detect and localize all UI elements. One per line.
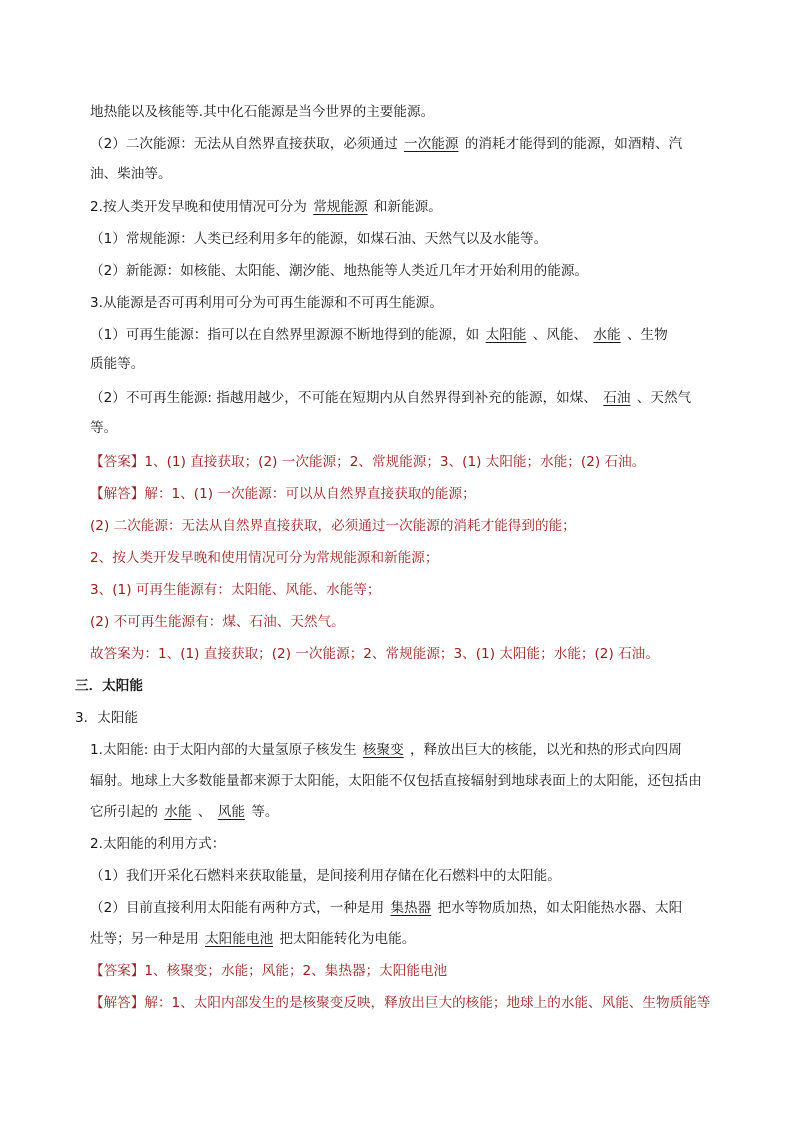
paragraph-line (90, 866, 561, 886)
text: 、生物 (626, 327, 668, 343)
explanation-line (90, 516, 576, 536)
paragraph-line (90, 802, 278, 822)
text: 把太阳能转化为电能。 (279, 931, 416, 947)
paragraph-line (90, 418, 117, 438)
fill-blank-answer: 一次能源 (404, 136, 459, 152)
text: 和新能源。 (373, 199, 442, 215)
text: (2) 不可再生能源有：煤、石油、天然气。 (90, 614, 345, 630)
text: （2）新能源：如核能、太阳能、潮汐能、地热能等人类近几年才开始利用的能源。 (90, 263, 589, 279)
paragraph-line (90, 388, 691, 408)
text: 、风能、 (532, 327, 588, 343)
explanation-line (90, 612, 345, 632)
paragraph-line (90, 325, 668, 345)
text: 辐射。地球上大多数能量都来源于太阳能，太阳能不仅包括直接辐射到地球表面上的太阳能，还包括由 (90, 773, 702, 789)
paragraph-line (90, 834, 225, 854)
text: 2、按人类开发早晚和使用情况可分为常规能源和新能源； (90, 550, 439, 566)
text: 1.太阳能: 由于太阳内部的大量氢原子核发生 (90, 742, 357, 758)
text: （1）我们开采化石燃料来获取能量，是间接利用存储在化石燃料中的太阳能。 (90, 868, 561, 884)
explanation-line (90, 644, 659, 664)
answer-text: 1、(1) 直接获取；(2) 一次能源；2、常规能源；3、(1) 太阳能；水能；(2) 石油。 (144, 454, 646, 470)
paragraph-line (90, 134, 682, 154)
fill-blank-answer: 风能 (217, 804, 245, 820)
text: 2.按人类开发早晚和使用情况可分为 (90, 199, 307, 215)
answer-line (90, 961, 447, 981)
text: 它所引起的 (90, 804, 158, 820)
text: (2) 二次能源：无法从自然界直接获取，必须通过一次能源的消耗才能得到的能； (90, 518, 576, 534)
answer-text: 1、核聚变；水能；风能；2、集热器；太阳能电池 (144, 963, 448, 979)
fill-blank-answer: 常规能源 (313, 199, 368, 215)
text: 3、(1) 可再生能源有：太阳能、风能、水能等； (90, 582, 381, 598)
paragraph-line (90, 164, 172, 184)
text: 解：1、(1) 一次能源：可以从自然界直接获取的能源； (144, 486, 476, 502)
paragraph-line (90, 929, 415, 949)
fill-blank-answer: 石油 (603, 390, 631, 406)
text: 2.太阳能的利用方式： (90, 836, 226, 852)
paragraph-line (90, 229, 547, 249)
paragraph-line (90, 354, 144, 374)
fill-blank-answer: 太阳能电池 (205, 931, 274, 947)
text: （2）二次能源：无法从自然界直接获取，必须通过 (90, 136, 398, 152)
paragraph-line (90, 261, 588, 281)
text: 3．太阳能 (75, 710, 139, 726)
fill-blank-answer: 水能 (164, 804, 192, 820)
text: 故答案为：1、(1) 直接获取；(2) 一次能源；2、常规能源；3、(1) 太阳能；水能；(2) 石油。 (90, 646, 659, 662)
fill-blank-answer: 核聚变 (362, 742, 404, 758)
paragraph-line (90, 740, 682, 760)
text: 油、柴油等。 (90, 166, 172, 182)
paragraph-line (90, 197, 442, 217)
fill-blank-answer: 集热器 (390, 900, 432, 916)
explanation-line (90, 484, 476, 504)
fill-blank-answer: 太阳能 (485, 327, 527, 343)
text: ，释放出巨大的核能，以光和热的形式向四周 (410, 742, 682, 758)
text: 地热能以及核能等.其中化石能源是当今世界的主要能源。 (90, 104, 435, 120)
text: （1）可再生能源：指可以在自然界里源源不断地得到的能源，如 (90, 327, 480, 343)
text: 灶等；另一种是用 (90, 931, 199, 947)
text: 质能等。 (90, 356, 145, 372)
text: （2）目前直接利用太阳能有两种方式，一种是用 (90, 900, 385, 916)
subsection-heading (75, 708, 138, 728)
text: 解：1、太阳内部发生的是核聚变反映，释放出巨大的核能；地球上的水能、风能、生物质能等 (144, 995, 711, 1011)
answer-tag: 【答案】 (90, 963, 145, 979)
explanation-line (90, 993, 710, 1013)
text: 的消耗才能得到的能源，如酒精、汽 (464, 136, 683, 152)
explanation-line (90, 580, 381, 600)
answer-line (90, 452, 645, 472)
explanation-line (90, 548, 439, 568)
text: 、 (197, 804, 212, 820)
text: （2）不可再生能源: 指越用越少，不可能在短期内从自然界得到补充的能源，如煤、 (90, 390, 597, 406)
text: 等。 (90, 420, 118, 436)
fill-blank-answer: 水能 (593, 327, 621, 343)
text: 把水等物质加热，如太阳能热水器、太阳 (437, 900, 683, 916)
text: 3.从能源是否可再利用可分为可再生能源和不可再生能源。 (90, 295, 443, 311)
paragraph-line (90, 293, 443, 313)
paragraph-line (90, 898, 682, 918)
answer-tag: 【答案】 (90, 454, 145, 470)
section-heading (75, 676, 143, 696)
paragraph-line (90, 771, 702, 791)
explanation-tag: 【解答】 (90, 486, 145, 502)
explanation-tag: 【解答】 (90, 995, 145, 1011)
text: 三．太阳能 (75, 678, 143, 694)
paragraph-line (90, 102, 434, 122)
text: 等。 (251, 804, 279, 820)
text: 、天然气 (636, 390, 692, 406)
text: （1）常规能源：人类已经利用多年的能源，如煤石油、天然气以及水能等。 (90, 231, 548, 247)
